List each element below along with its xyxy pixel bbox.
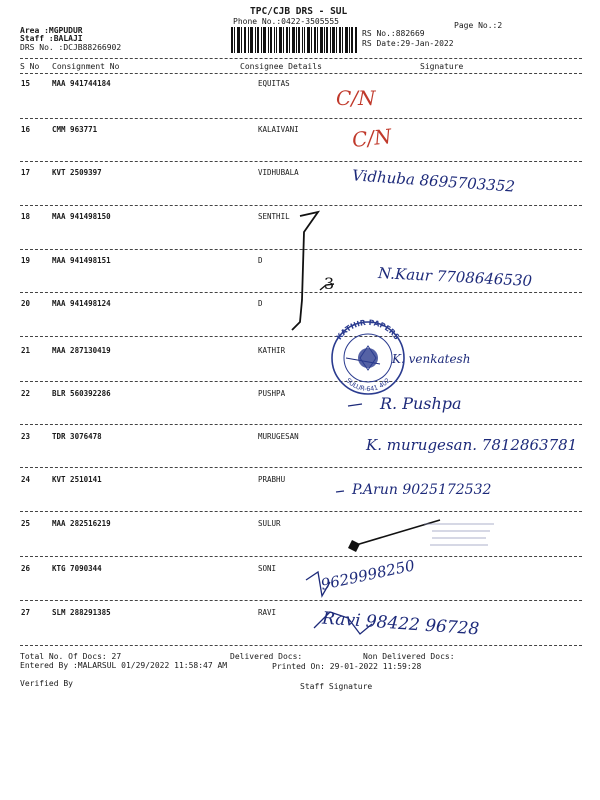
row-22-consignment: BLR 560392286 (52, 389, 111, 398)
signature-row-16: C/N (350, 123, 393, 153)
row-27-sno: 27 (21, 608, 31, 617)
row-19-consignment: MAA 941498151 (52, 256, 111, 265)
signature-row-19: N.Kaur 7708646530 (377, 263, 533, 291)
row-25-sno: 25 (21, 519, 31, 528)
row-16-consignee: KALAIVANI (258, 125, 299, 134)
col-signature: Signature (420, 62, 464, 71)
row-23-sno: 23 (21, 432, 31, 441)
signature-row-15: C/N (336, 86, 376, 110)
staff-label: Staff :BALAJI (20, 34, 83, 43)
row-21-consignment: MAA 287130419 (52, 346, 111, 355)
row-25-consignee: SULUR (258, 519, 281, 528)
rs-date: RS Date:29-Jan-2022 (362, 39, 454, 48)
signature-row-24: P.Arun 9025172532 (352, 482, 492, 498)
row-21-consignee: KATHIR (258, 346, 286, 355)
col-sno: S No (20, 62, 40, 71)
row-26-consignee: SONI (258, 564, 277, 573)
rs-number: RS No.:882669 (362, 29, 425, 38)
row-27-consignment: SLM 288291385 (52, 608, 111, 617)
stamp-text-bottom: SULUR-641 402 (344, 376, 392, 394)
row-18-sno: 18 (21, 212, 31, 221)
verified-by: Verified By (20, 679, 73, 688)
brace-number: 3 (324, 274, 335, 293)
signature-row-26: 9629998250 (319, 556, 417, 594)
signature-row-17: Vidhuba 8695703352 (351, 166, 516, 196)
row-26-consignment: KTG 7090344 (52, 564, 102, 573)
staff-signature: Staff Signature (300, 682, 373, 691)
row-24-consignment: KVT 2510141 (52, 475, 102, 484)
total-docs: Total No. Of Docs: 27 (20, 652, 122, 661)
printed-on: Printed On: 29-01-2022 11:59:28 (272, 662, 422, 671)
row-22-consignee: PUSHPA (258, 389, 286, 398)
row-19-consignee: D (258, 256, 263, 265)
row-20-consignment: MAA 941498124 (52, 299, 111, 308)
report-title: TPC/CJB DRS - SUL (250, 6, 348, 17)
row-25-consignment: MAA 282516219 (52, 519, 111, 528)
row-21-sno: 21 (21, 346, 31, 355)
col-consignee: Consignee Details (240, 62, 322, 71)
row-15-consignment: MAA 941744184 (52, 79, 111, 88)
row-24-sno: 24 (21, 475, 31, 484)
signature-row-27: Ravi 98422 96728 (321, 608, 480, 640)
signature-row-22: R. Pushpa (380, 394, 462, 413)
row-20-consignee: D (258, 299, 263, 308)
delivered-docs: Delivered Docs: (230, 652, 303, 661)
row-16-consignment: CMM 963771 (52, 125, 98, 134)
row-17-consignee: VIDHUBALA (258, 168, 299, 177)
signature-row-21: K. venkatesh (392, 352, 471, 366)
row-18-consignment: MAA 941498150 (52, 212, 111, 221)
row-19-sno: 19 (21, 256, 31, 265)
entered-by: Entered By :MALARSUL 01/29/2022 11:58:47 AM (20, 661, 228, 670)
row-15-consignee: EQUITAS (258, 79, 290, 88)
row-20-sno: 20 (21, 299, 31, 308)
page-number: Page No.:2 (454, 21, 503, 30)
row-18-consignee: SENTHIL (258, 212, 290, 221)
signature-row-23: K. murugesan. 7812863781 (366, 436, 578, 454)
col-consignment: Consignment No (52, 62, 120, 71)
row-24-consignee: PRABHU (258, 475, 286, 484)
row-17-consignment: KVT 2509397 (52, 168, 102, 177)
row-16-sno: 16 (21, 125, 31, 134)
stamp-text-top: KATHIR PAPERS (334, 317, 402, 342)
row-15-sno: 15 (21, 79, 31, 88)
row-23-consignment: TDR 3076478 (52, 432, 102, 441)
non-delivered-docs: Non Delivered Docs: (363, 652, 455, 661)
row-17-sno: 17 (21, 168, 31, 177)
row-22-sno: 22 (21, 389, 31, 398)
row-26-sno: 26 (21, 564, 31, 573)
phone-number: Phone No.:0422-3505555 (233, 17, 339, 26)
row-27-consignee: RAVI (258, 608, 277, 617)
drs-number: DRS No. :DCJB88266902 (20, 43, 122, 52)
area-label: Area :MGPUDUR (20, 26, 83, 35)
row-23-consignee: MURUGESAN (258, 432, 299, 441)
